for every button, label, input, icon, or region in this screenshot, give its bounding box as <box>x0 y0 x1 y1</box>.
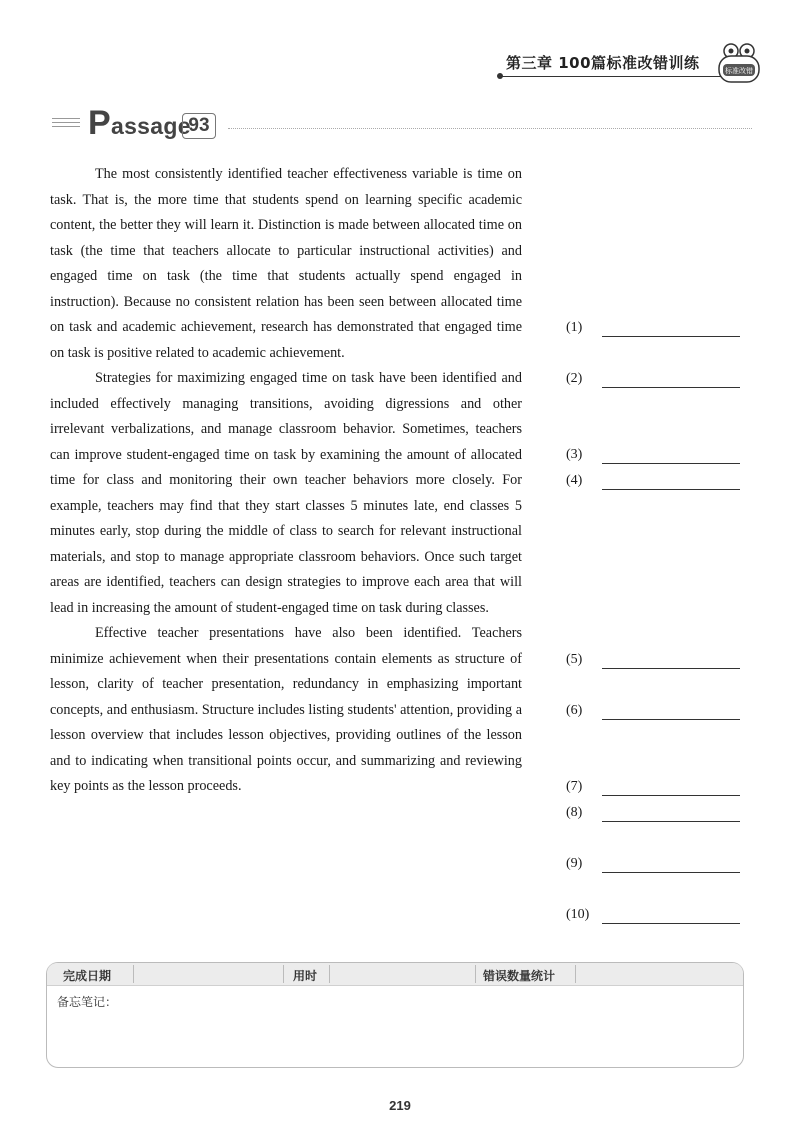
answer-blank-7[interactable] <box>556 779 746 799</box>
answer-label: (4) <box>566 473 583 488</box>
answer-label: (2) <box>566 371 583 386</box>
page-number: 219 <box>389 1098 411 1113</box>
answer-blank-5[interactable] <box>556 652 746 672</box>
passage-heading <box>52 104 752 144</box>
time-used-label: 用时 <box>293 969 318 983</box>
completion-date-label: 完成日期 <box>63 969 112 983</box>
record-box <box>46 962 744 1068</box>
passage-number: 93 <box>182 113 216 139</box>
mascot-text: 标准改错 <box>725 67 753 75</box>
answer-blank-10[interactable] <box>556 907 746 927</box>
memo-label: 备忘笔记： <box>57 995 118 1009</box>
paragraph-2: Strategies for maximizing engaged time on task have been identified and included effectively managing transitions, avoiding digressions and other irrelevant verbalizations, and manage classroom behavior. Sometimes, teachers can improve student-engaged time on task by examining the amount of allocated time for class and monitoring their own teacher behaviors more closely. For example, teachers may find that they start classes 5 minutes late, end classes 5 minutes early, stop during the middle of class to search for relevant instructional materials, and stop to manage appropriate classroom behaviors. Once such target areas are identified, teachers can design strategies to improve each area that will lead in increasing the amount of student-engaged time on task during classes. <box>50 370 522 616</box>
passage-label: Passage <box>88 104 191 142</box>
answer-blank-3[interactable] <box>556 447 746 467</box>
answer-blank-9[interactable] <box>556 856 746 876</box>
heading-dotted-rule <box>228 128 752 129</box>
chapter-title: 第三章 100篇标准改错训练 <box>506 54 700 72</box>
answer-blank-8[interactable] <box>556 805 746 825</box>
record-bar <box>47 963 743 986</box>
answer-blank-1[interactable] <box>556 320 746 340</box>
answer-label: (1) <box>566 320 583 335</box>
paragraph-3: Effective teacher presentations have also been identified. Teachers minimize achievement when their presentations contain elements as structure of lesson, clarity of teacher presentation, redundancy in emphasizing important concepts, and enthusiasm. Structure includes listing students' attention, providing a lesson overview that includes lesson objectives, providing outlines of the lesson and to indicating when transitional points occur, and summarizing and reviewing key points as the lesson proceeds. <box>50 625 522 794</box>
header-rule <box>500 76 725 77</box>
answer-label: (10) <box>566 907 590 922</box>
mascot-logo-icon <box>715 42 763 86</box>
error-count-label: 错误数量统计 <box>483 969 556 983</box>
answer-blank-4[interactable] <box>556 473 746 493</box>
answer-label: (5) <box>566 652 583 667</box>
answer-label: (9) <box>566 856 583 871</box>
answer-label: (6) <box>566 703 583 718</box>
answer-label: (8) <box>566 805 583 820</box>
answer-label: (3) <box>566 447 583 462</box>
answer-label: (7) <box>566 779 583 794</box>
heading-lines <box>52 118 80 130</box>
answer-blank-2[interactable] <box>556 371 746 391</box>
header-dot <box>497 73 503 79</box>
paragraph-1: The most consistently identified teacher effectiveness variable is time on task. That is, the more time that students spend on learning specific academic content, the better they will learn it. Distinction is made between allocated time on task (the time that teachers allocate to particular instructional activities) and engaged time on task (the time that students actually spend engaged in instruction). Because no consistent relation has been seen between allocated time on task and academic achievement, research has demonstrated that engaged time on task is positive related to academic achievement. <box>50 166 522 361</box>
answer-blank-6[interactable] <box>556 703 746 723</box>
passage-text <box>50 162 522 800</box>
